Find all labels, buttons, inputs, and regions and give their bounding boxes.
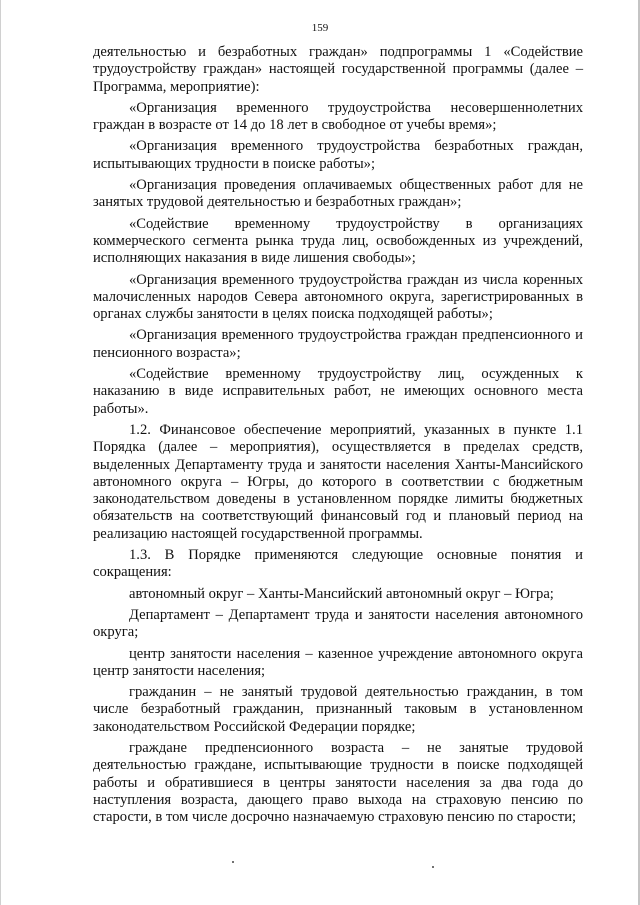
paragraph-event-released: «Содействие временному трудоустройству в организациях коммерческого сегмента рынка труда лиц, освобожденных из учреждений, исполняющих наказания в виде лишения свободы»; xyxy=(93,215,583,267)
paragraph-event-minors: «Организация временного трудоустройства несовершеннолетних граждан в возрасте от 14 до 18 лет в свободное от учебы время»; xyxy=(93,99,583,134)
paragraph-section-1-2: 1.2. Финансовое обеспечение мероприятий, указанных в пункте 1.1 Порядка (далее – мероприятия), осуществляется в пределах средств, выделенных Департаменту труда и занятости населения Ханты-Мансийского автономного округа – Югры, до которого в соответствии с бюджетным законодательством доведены в установленном порядке лимиты бюджетных обязательств на соответствующий финансовый год и плановый период на реализацию настоящей государственной программы. xyxy=(93,421,583,542)
definition-pre-pension-citizens: граждане предпенсионного возраста – не занятые трудовой деятельностью граждане, испытывающие трудности в поиске подходящей работы и обратившиеся в центры занятости населения за два года до наступления возраста, дающего право выхода на страховую пенсию по старости, в том числе досрочно назначаемую страховую пенсию по старости; xyxy=(93,739,583,826)
definition-employment-center: центр занятости населения – казенное учреждение автономного округа центр занятости населения; xyxy=(93,645,583,679)
document-body xyxy=(93,44,583,826)
definition-department: Департамент – Департамент труда и занятости населения автономного округа; xyxy=(93,606,583,641)
paragraph-event-indigenous: «Организация временного трудоустройства граждан из числа коренных малочисленных народов Севера автономного округа, зарегистрированных в органах службы занятости в целях поиска подходящей работы»; xyxy=(93,271,583,323)
paragraph-event-pre-pension: «Организация временного трудоустройства граждан предпенсионного и пенсионного возраста»; xyxy=(93,327,583,361)
paragraph-continuation: деятельностью и безработных граждан» подпрограммы 1 «Содействие трудоустройству граждан» настоящей государственной программы (далее – Программа, мероприятие): xyxy=(93,44,583,95)
scan-speck xyxy=(432,866,434,868)
definition-autonomous-okrug: автономный округ – Ханты-Мансийский автономный округ – Югра; xyxy=(129,585,554,602)
paragraph-event-unemployed: «Организация временного трудоустройства безработных граждан, испытывающих трудности в поиске работы»; xyxy=(93,138,583,172)
paragraph-event-public-works: «Организация проведения оплачиваемых общественных работ для не занятых трудовой деятельностью и безработных граждан»; xyxy=(93,177,583,211)
definition-citizen: гражданин – не занятый трудовой деятельностью гражданин, в том числе безработный гражданин, признанный таковым в установленном законодательством Российской Федерации порядке; xyxy=(93,684,583,735)
scan-edge-left xyxy=(0,0,1,905)
paragraph-section-1-3: 1.3. В Порядке применяются следующие основные понятия и сокращения: xyxy=(93,547,583,581)
page-number: 159 xyxy=(311,22,329,34)
paragraph-event-convicted: «Содействие временному трудоустройству лиц, осужденных к наказанию в виде исправительных работ, не имеющих основного места работы». xyxy=(93,366,583,417)
scan-speck xyxy=(232,861,234,863)
